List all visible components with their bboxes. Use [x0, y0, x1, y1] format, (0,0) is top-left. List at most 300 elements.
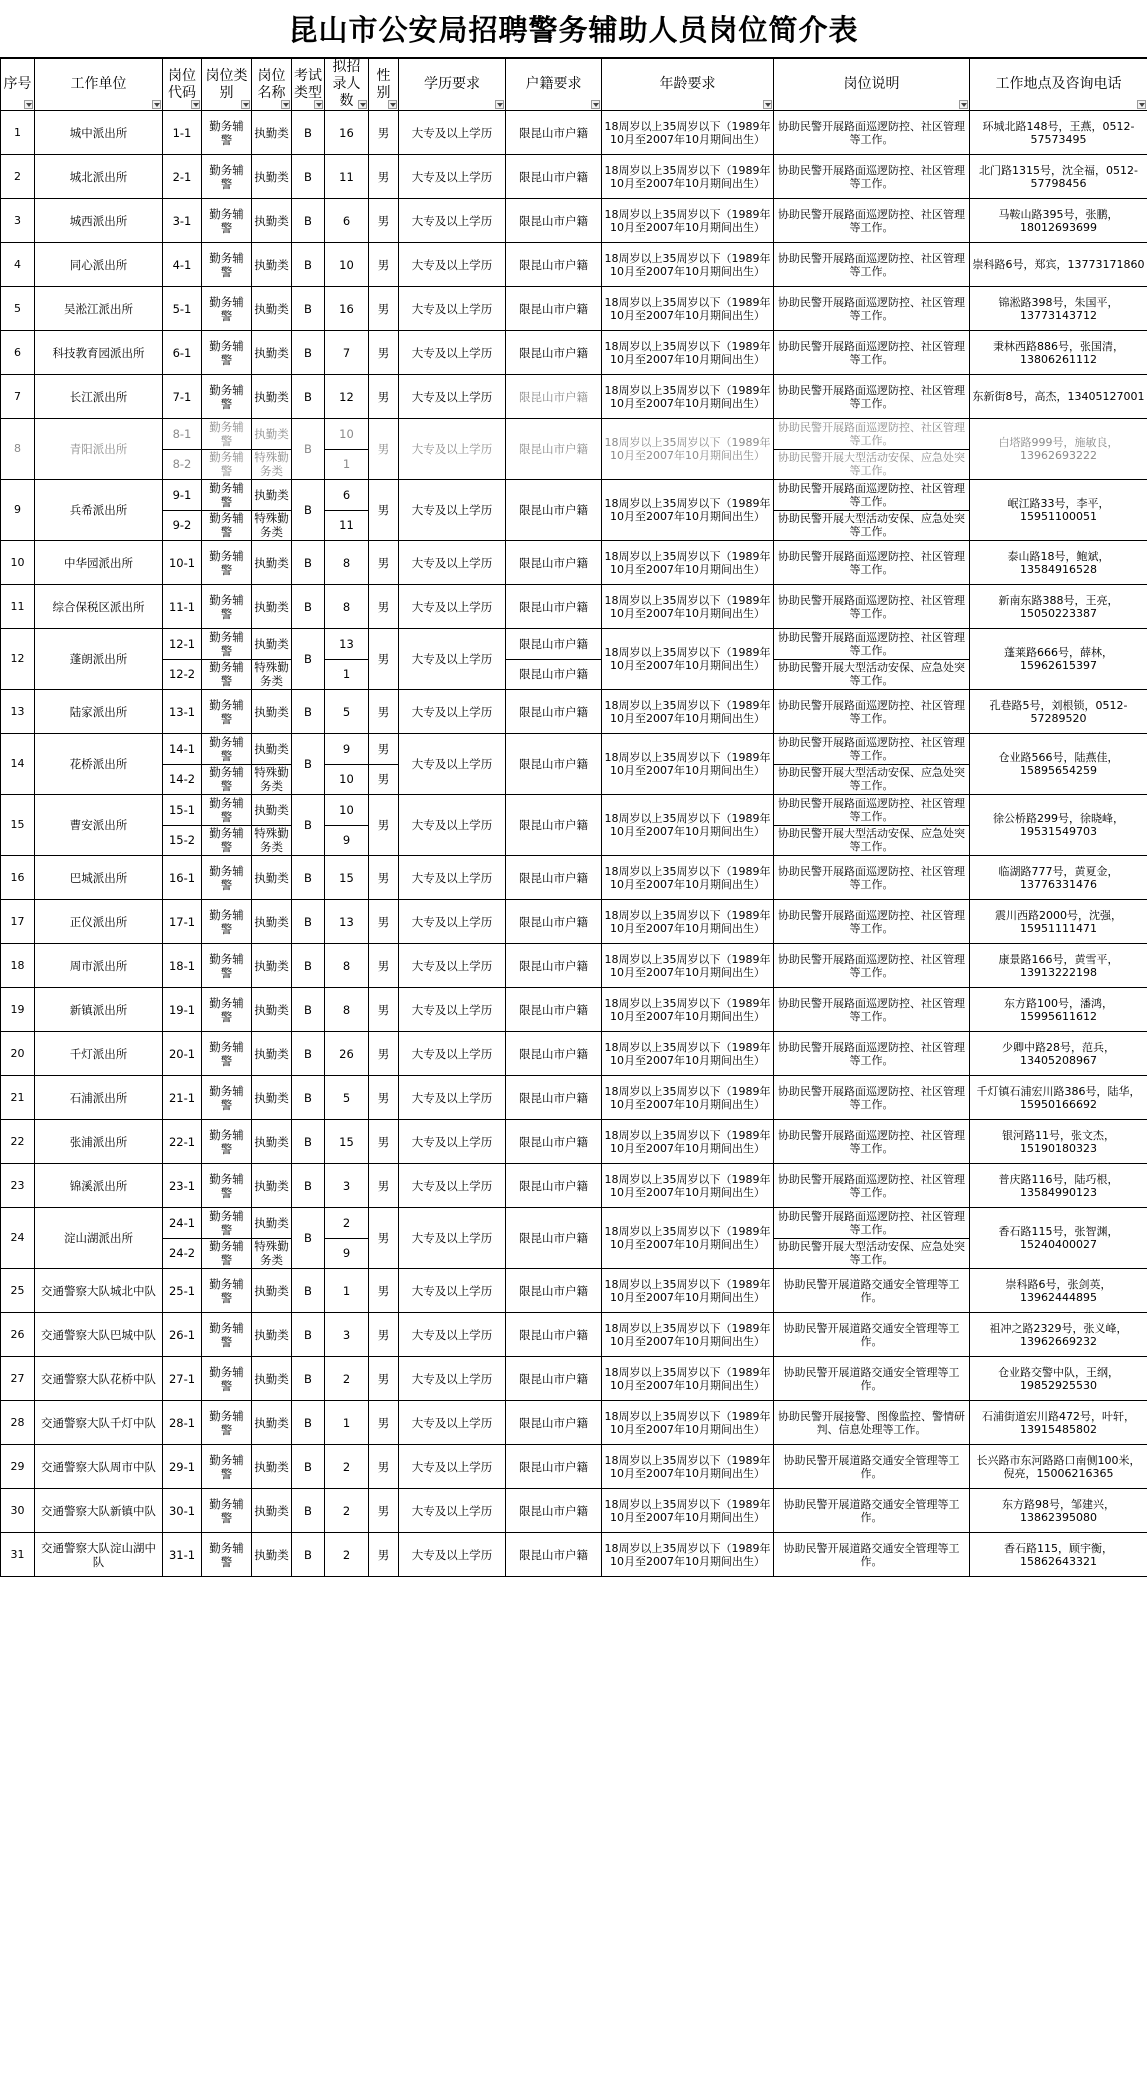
cell-count: 10: [325, 419, 369, 450]
cell-gender: 男: [369, 541, 399, 585]
cell-unit: 长江派出所: [35, 375, 163, 419]
cell-post-name: 执勤类: [252, 199, 292, 243]
cell-code: 13-1: [163, 690, 202, 734]
table-body: [1, 111, 1147, 1577]
cell-education: 大专及以上学历: [399, 900, 506, 944]
cell-exam-type: B: [292, 1445, 325, 1489]
header-col-age: [602, 59, 774, 111]
cell-description: 协助民警开展路面巡逻防控、社区管理等工作。: [774, 541, 970, 585]
table-row: [1, 795, 1147, 826]
cell-contact: 崇科路6号，郑宾，13773171860: [970, 243, 1147, 287]
cell-description: 协助民警开展路面巡逻防控、社区管理等工作。: [774, 1120, 970, 1164]
cell-code: 4-1: [163, 243, 202, 287]
cell-huji: 限昆山市户籍: [506, 199, 602, 243]
cell-no: 24: [1, 1208, 35, 1269]
cell-no: 31: [1, 1533, 35, 1577]
cell-code: 31-1: [163, 1533, 202, 1577]
cell-huji: 限昆山市户籍: [506, 734, 602, 795]
cell-exam-type: B: [292, 1357, 325, 1401]
cell-unit: 蓬朗派出所: [35, 629, 163, 690]
cell-age: 18周岁以上35周岁以下（1989年10月至2007年10月期间出生）: [602, 111, 774, 155]
cell-huji: 限昆山市户籍: [506, 155, 602, 199]
cell-no: 26: [1, 1313, 35, 1357]
cell-exam-type: B: [292, 287, 325, 331]
cell-contact: 香石路115号，张智渊，15240400027: [970, 1208, 1147, 1269]
table-row: [1, 375, 1147, 419]
cell-post-name: 特殊勤务类: [252, 449, 292, 480]
cell-category: 勤务辅警: [202, 988, 252, 1032]
cell-count: 9: [325, 825, 369, 856]
table-row: [1, 1032, 1147, 1076]
cell-category: 勤务辅警: [202, 944, 252, 988]
cell-unit: 淀山湖派出所: [35, 1208, 163, 1269]
cell-no: 27: [1, 1357, 35, 1401]
cell-category: 勤务辅警: [202, 111, 252, 155]
cell-gender: 男: [369, 585, 399, 629]
filter-dropdown-icon[interactable]: [763, 100, 772, 109]
cell-description: 协助民警开展道路交通安全管理等工作。: [774, 1313, 970, 1357]
cell-no: 9: [1, 480, 35, 541]
cell-count: 1: [325, 1401, 369, 1445]
cell-contact: 震川西路2000号，沈强，15951111471: [970, 900, 1147, 944]
cell-post-name: 执勤类: [252, 111, 292, 155]
cell-education: 大专及以上学历: [399, 629, 506, 690]
cell-category: 勤务辅警: [202, 825, 252, 856]
cell-count: 5: [325, 690, 369, 734]
cell-category: 勤务辅警: [202, 155, 252, 199]
cell-no: 7: [1, 375, 35, 419]
cell-contact: 锦淞路398号，朱国平，13773143712: [970, 287, 1147, 331]
filter-dropdown-icon[interactable]: [314, 100, 323, 109]
cell-code: 29-1: [163, 1445, 202, 1489]
cell-contact: 北门路1315号，沈全福，0512-57798456: [970, 155, 1147, 199]
filter-dropdown-icon[interactable]: [959, 100, 968, 109]
cell-huji: 限昆山市户籍: [506, 659, 602, 690]
cell-gender: 男: [369, 629, 399, 690]
cell-description: 协助民警开展路面巡逻防控、社区管理等工作。: [774, 375, 970, 419]
cell-no: 23: [1, 1164, 35, 1208]
header-col-count: [325, 59, 369, 111]
cell-post-name: 执勤类: [252, 1489, 292, 1533]
cell-code: 24-2: [163, 1238, 202, 1269]
cell-exam-type: B: [292, 419, 325, 480]
table-row: [1, 199, 1147, 243]
cell-unit: 综合保税区派出所: [35, 585, 163, 629]
cell-category: 勤务辅警: [202, 243, 252, 287]
filter-dropdown-icon[interactable]: [591, 100, 600, 109]
cell-huji: 限昆山市户籍: [506, 795, 602, 856]
cell-contact: 东新街8号，高杰，13405127001: [970, 375, 1147, 419]
cell-gender: 男: [369, 243, 399, 287]
header-label: 工作单位: [70, 76, 127, 92]
cell-category: 勤务辅警: [202, 480, 252, 511]
cell-exam-type: B: [292, 629, 325, 690]
cell-no: 29: [1, 1445, 35, 1489]
cell-education: 大专及以上学历: [399, 795, 506, 856]
cell-post-name: 特殊勤务类: [252, 825, 292, 856]
cell-huji: 限昆山市户籍: [506, 243, 602, 287]
cell-age: 18周岁以上35周岁以下（1989年10月至2007年10月期间出生）: [602, 1445, 774, 1489]
cell-code: 9-1: [163, 480, 202, 511]
cell-gender: 男: [369, 944, 399, 988]
header-col-code: [163, 59, 202, 111]
cell-age: 18周岁以上35周岁以下（1989年10月至2007年10月期间出生）: [602, 287, 774, 331]
cell-description: 协助民警开展大型活动安保、应急处突等工作。: [774, 825, 970, 856]
cell-description: 协助民警开展路面巡逻防控、社区管理等工作。: [774, 988, 970, 1032]
cell-education: 大专及以上学历: [399, 1032, 506, 1076]
cell-contact: 孔巷路5号，刘根锁，0512-57289520: [970, 690, 1147, 734]
cell-description: 协助民警开展路面巡逻防控、社区管理等工作。: [774, 690, 970, 734]
cell-gender: 男: [369, 1533, 399, 1577]
cell-category: 勤务辅警: [202, 1533, 252, 1577]
table-row: [1, 1120, 1147, 1164]
cell-education: 大专及以上学历: [399, 1489, 506, 1533]
cell-post-name: 执勤类: [252, 1120, 292, 1164]
table-row: [1, 734, 1147, 765]
cell-code: 7-1: [163, 375, 202, 419]
cell-exam-type: B: [292, 1076, 325, 1120]
cell-gender: 男: [369, 1489, 399, 1533]
cell-no: 11: [1, 585, 35, 629]
header-label: 拟招录人数: [332, 59, 361, 109]
cell-age: 18周岁以上35周岁以下（1989年10月至2007年10月期间出生）: [602, 988, 774, 1032]
cell-unit: 吴淞江派出所: [35, 287, 163, 331]
cell-exam-type: B: [292, 331, 325, 375]
cell-post-name: 执勤类: [252, 541, 292, 585]
filter-dropdown-icon[interactable]: [241, 100, 250, 109]
cell-no: 12: [1, 629, 35, 690]
cell-contact: 白塔路999号，施敏良，13962693222: [970, 419, 1147, 480]
cell-description: 协助民警开展道路交通安全管理等工作。: [774, 1445, 970, 1489]
table-row: [1, 287, 1147, 331]
table-row: [1, 155, 1147, 199]
cell-no: 17: [1, 900, 35, 944]
cell-exam-type: B: [292, 480, 325, 541]
cell-unit: 同心派出所: [35, 243, 163, 287]
cell-exam-type: B: [292, 734, 325, 795]
header-label: 年龄要求: [659, 76, 716, 92]
cell-unit: 周市派出所: [35, 944, 163, 988]
cell-gender: 男: [369, 287, 399, 331]
table-row: [1, 900, 1147, 944]
header-label: 岗位说明: [843, 76, 900, 92]
cell-huji: 限昆山市户籍: [506, 988, 602, 1032]
cell-post-name: 特殊勤务类: [252, 1238, 292, 1269]
cell-code: 28-1: [163, 1401, 202, 1445]
cell-gender: 男: [369, 1313, 399, 1357]
cell-count: 11: [325, 155, 369, 199]
cell-post-name: 执勤类: [252, 585, 292, 629]
cell-count: 15: [325, 1120, 369, 1164]
cell-huji: 限昆山市户籍: [506, 1489, 602, 1533]
cell-count: 6: [325, 199, 369, 243]
header-col-post-name: [252, 59, 292, 111]
cell-age: 18周岁以上35周岁以下（1989年10月至2007年10月期间出生）: [602, 856, 774, 900]
cell-gender: 男: [369, 1208, 399, 1269]
table-row: [1, 1489, 1147, 1533]
cell-post-name: 特殊勤务类: [252, 659, 292, 690]
table-row: [1, 331, 1147, 375]
cell-description: 协助民警开展路面巡逻防控、社区管理等工作。: [774, 419, 970, 450]
filter-dropdown-icon[interactable]: [1137, 100, 1146, 109]
cell-exam-type: B: [292, 1164, 325, 1208]
cell-description: 协助民警开展道路交通安全管理等工作。: [774, 1269, 970, 1313]
header-col-huji: [506, 59, 602, 111]
header-label: 学历要求: [424, 76, 480, 92]
cell-count: 8: [325, 944, 369, 988]
cell-description: 协助民警开展路面巡逻防控、社区管理等工作。: [774, 1164, 970, 1208]
cell-huji: 限昆山市户籍: [506, 1313, 602, 1357]
cell-age: 18周岁以上35周岁以下（1989年10月至2007年10月期间出生）: [602, 243, 774, 287]
cell-count: 2: [325, 1445, 369, 1489]
cell-description: 协助民警开展路面巡逻防控、社区管理等工作。: [774, 1076, 970, 1120]
table-row: [1, 585, 1147, 629]
header-row: [1, 59, 1147, 111]
cell-unit: 交通警察大队巴城中队: [35, 1313, 163, 1357]
cell-category: 勤务辅警: [202, 1238, 252, 1269]
cell-description: 协助民警开展大型活动安保、应急处突等工作。: [774, 764, 970, 795]
cell-gender: 男: [369, 1032, 399, 1076]
cell-category: 勤务辅警: [202, 199, 252, 243]
cell-post-name: 执勤类: [252, 1208, 292, 1239]
cell-category: 勤务辅警: [202, 795, 252, 826]
cell-education: 大专及以上学历: [399, 1208, 506, 1269]
cell-education: 大专及以上学历: [399, 1401, 506, 1445]
cell-unit: 兵希派出所: [35, 480, 163, 541]
cell-no: 28: [1, 1401, 35, 1445]
cell-no: 5: [1, 287, 35, 331]
cell-description: 协助民警开展路面巡逻防控、社区管理等工作。: [774, 199, 970, 243]
cell-count: 2: [325, 1489, 369, 1533]
cell-description: 协助民警开展道路交通安全管理等工作。: [774, 1533, 970, 1577]
cell-unit: 中华园派出所: [35, 541, 163, 585]
cell-post-name: 执勤类: [252, 795, 292, 826]
cell-education: 大专及以上学历: [399, 988, 506, 1032]
header-col-unit: [35, 59, 163, 111]
cell-contact: 仓业路566号，陆燕佳，15895654259: [970, 734, 1147, 795]
cell-gender: 男: [369, 1445, 399, 1489]
cell-education: 大专及以上学历: [399, 1357, 506, 1401]
cell-category: 勤务辅警: [202, 1032, 252, 1076]
cell-description: 协助民警开展路面巡逻防控、社区管理等工作。: [774, 1208, 970, 1239]
filter-dropdown-icon[interactable]: [358, 100, 367, 109]
cell-age: 18周岁以上35周岁以下（1989年10月至2007年10月期间出生）: [602, 331, 774, 375]
cell-count: 6: [325, 480, 369, 511]
cell-count: 2: [325, 1357, 369, 1401]
cell-age: 18周岁以上35周岁以下（1989年10月至2007年10月期间出生）: [602, 1533, 774, 1577]
cell-exam-type: B: [292, 944, 325, 988]
cell-count: 15: [325, 856, 369, 900]
cell-exam-type: B: [292, 856, 325, 900]
cell-age: 18周岁以上35周岁以下（1989年10月至2007年10月期间出生）: [602, 795, 774, 856]
cell-no: 19: [1, 988, 35, 1032]
cell-education: 大专及以上学历: [399, 734, 506, 795]
cell-exam-type: B: [292, 1208, 325, 1269]
cell-gender: 男: [369, 331, 399, 375]
cell-huji: 限昆山市户籍: [506, 690, 602, 734]
cell-no: 3: [1, 199, 35, 243]
header-label: 岗位类别: [205, 67, 248, 101]
cell-post-name: 执勤类: [252, 1357, 292, 1401]
cell-count: 26: [325, 1032, 369, 1076]
cell-contact: 马鞍山路395号，张鹏，18012693699: [970, 199, 1147, 243]
cell-post-name: 执勤类: [252, 1032, 292, 1076]
cell-age: 18周岁以上35周岁以下（1989年10月至2007年10月期间出生）: [602, 944, 774, 988]
table-row: [1, 480, 1147, 511]
cell-description: 协助民警开展大型活动安保、应急处突等工作。: [774, 1238, 970, 1269]
cell-code: 14-1: [163, 734, 202, 765]
cell-category: 勤务辅警: [202, 585, 252, 629]
cell-post-name: 执勤类: [252, 734, 292, 765]
cell-education: 大专及以上学历: [399, 111, 506, 155]
filter-dropdown-icon[interactable]: [281, 100, 290, 109]
cell-contact: 崇科路6号，张剑英，13962444895: [970, 1269, 1147, 1313]
cell-count: 5: [325, 1076, 369, 1120]
cell-education: 大专及以上学历: [399, 541, 506, 585]
cell-count: 8: [325, 585, 369, 629]
cell-age: 18周岁以上35周岁以下（1989年10月至2007年10月期间出生）: [602, 1489, 774, 1533]
cell-age: 18周岁以上35周岁以下（1989年10月至2007年10月期间出生）: [602, 1401, 774, 1445]
cell-unit: 交通警察大队周市中队: [35, 1445, 163, 1489]
cell-post-name: 执勤类: [252, 629, 292, 660]
cell-education: 大专及以上学历: [399, 1164, 506, 1208]
cell-post-name: 执勤类: [252, 375, 292, 419]
cell-description: 协助民警开展大型活动安保、应急处突等工作。: [774, 659, 970, 690]
cell-age: 18周岁以上35周岁以下（1989年10月至2007年10月期间出生）: [602, 629, 774, 690]
cell-contact: 香石路115，顾宇衡，15862643321: [970, 1533, 1147, 1577]
cell-age: 18周岁以上35周岁以下（1989年10月至2007年10月期间出生）: [602, 155, 774, 199]
cell-age: 18周岁以上35周岁以下（1989年10月至2007年10月期间出生）: [602, 1120, 774, 1164]
cell-age: 18周岁以上35周岁以下（1989年10月至2007年10月期间出生）: [602, 1164, 774, 1208]
table-row: [1, 1269, 1147, 1313]
cell-description: 协助民警开展路面巡逻防控、社区管理等工作。: [774, 480, 970, 511]
cell-description: 协助民警开展路面巡逻防控、社区管理等工作。: [774, 585, 970, 629]
cell-no: 20: [1, 1032, 35, 1076]
cell-contact: 岷江路33号，李平，15951100051: [970, 480, 1147, 541]
cell-description: 协助民警开展路面巡逻防控、社区管理等工作。: [774, 287, 970, 331]
cell-age: 18周岁以上35周岁以下（1989年10月至2007年10月期间出生）: [602, 541, 774, 585]
cell-code: 12-1: [163, 629, 202, 660]
cell-description: 协助民警开展大型活动安保、应急处突等工作。: [774, 449, 970, 480]
cell-category: 勤务辅警: [202, 287, 252, 331]
cell-gender: 男: [369, 988, 399, 1032]
cell-huji: 限昆山市户籍: [506, 331, 602, 375]
cell-unit: 曹安派出所: [35, 795, 163, 856]
cell-age: 18周岁以上35周岁以下（1989年10月至2007年10月期间出生）: [602, 734, 774, 795]
cell-code: 12-2: [163, 659, 202, 690]
cell-unit: 花桥派出所: [35, 734, 163, 795]
cell-count: 7: [325, 331, 369, 375]
cell-code: 5-1: [163, 287, 202, 331]
cell-education: 大专及以上学历: [399, 1269, 506, 1313]
table-row: [1, 1076, 1147, 1120]
table-row: [1, 629, 1147, 660]
cell-unit: 巴城派出所: [35, 856, 163, 900]
cell-huji: 限昆山市户籍: [506, 1032, 602, 1076]
cell-unit: 交通警察大队淀山湖中队: [35, 1533, 163, 1577]
cell-education: 大专及以上学历: [399, 1120, 506, 1164]
cell-huji: 限昆山市户籍: [506, 1164, 602, 1208]
cell-description: 协助民警开展大型活动安保、应急处突等工作。: [774, 510, 970, 541]
table-row: [1, 988, 1147, 1032]
filter-dropdown-icon[interactable]: [495, 100, 504, 109]
cell-code: 15-1: [163, 795, 202, 826]
cell-education: 大专及以上学历: [399, 690, 506, 734]
cell-code: 26-1: [163, 1313, 202, 1357]
cell-code: 18-1: [163, 944, 202, 988]
filter-dropdown-icon[interactable]: [24, 100, 33, 109]
cell-description: 协助民警开展接警、图像监控、警情研判、信息处理等工作。: [774, 1401, 970, 1445]
cell-exam-type: B: [292, 988, 325, 1032]
cell-age: 18周岁以上35周岁以下（1989年10月至2007年10月期间出生）: [602, 1269, 774, 1313]
cell-category: 勤务辅警: [202, 764, 252, 795]
cell-unit: 陆家派出所: [35, 690, 163, 734]
cell-contact: 康景路166号，黄雪平，13913222198: [970, 944, 1147, 988]
cell-code: 24-1: [163, 1208, 202, 1239]
cell-count: 1: [325, 1269, 369, 1313]
cell-unit: 城中派出所: [35, 111, 163, 155]
table-row: [1, 1164, 1147, 1208]
cell-no: 1: [1, 111, 35, 155]
cell-age: 18周岁以上35周岁以下（1989年10月至2007年10月期间出生）: [602, 900, 774, 944]
cell-age: 18周岁以上35周岁以下（1989年10月至2007年10月期间出生）: [602, 1032, 774, 1076]
cell-age: 18周岁以上35周岁以下（1989年10月至2007年10月期间出生）: [602, 1208, 774, 1269]
filter-dropdown-icon[interactable]: [191, 100, 200, 109]
cell-category: 勤务辅警: [202, 510, 252, 541]
header-col-category: [202, 59, 252, 111]
cell-huji: 限昆山市户籍: [506, 585, 602, 629]
cell-description: 协助民警开展路面巡逻防控、社区管理等工作。: [774, 155, 970, 199]
cell-post-name: 执勤类: [252, 419, 292, 450]
cell-description: 协助民警开展路面巡逻防控、社区管理等工作。: [774, 111, 970, 155]
cell-huji: 限昆山市户籍: [506, 287, 602, 331]
cell-category: 勤务辅警: [202, 1076, 252, 1120]
cell-huji: 限昆山市户籍: [506, 1208, 602, 1269]
cell-contact: 普庆路116号，陆巧根，13584990123: [970, 1164, 1147, 1208]
cell-unit: 科技教育园派出所: [35, 331, 163, 375]
cell-contact: 东方路98号，邹建兴，13862395080: [970, 1489, 1147, 1533]
cell-gender: 男: [369, 1164, 399, 1208]
cell-huji: 限昆山市户籍: [506, 541, 602, 585]
cell-gender: 男: [369, 856, 399, 900]
cell-count: 3: [325, 1313, 369, 1357]
cell-contact: 祖冲之路2329号，张义峰，13962669232: [970, 1313, 1147, 1357]
cell-code: 16-1: [163, 856, 202, 900]
positions-table: [0, 58, 1147, 1577]
cell-post-name: 执勤类: [252, 856, 292, 900]
cell-education: 大专及以上学历: [399, 1445, 506, 1489]
filter-dropdown-icon[interactable]: [388, 100, 397, 109]
cell-gender: 男: [369, 199, 399, 243]
cell-exam-type: B: [292, 243, 325, 287]
cell-post-name: 执勤类: [252, 1533, 292, 1577]
cell-contact: 蓬莱路666号，薛林，15962615397: [970, 629, 1147, 690]
cell-post-name: 执勤类: [252, 155, 292, 199]
cell-category: 勤务辅警: [202, 690, 252, 734]
cell-huji: 限昆山市户籍: [506, 1445, 602, 1489]
cell-code: 30-1: [163, 1489, 202, 1533]
table-row: [1, 1208, 1147, 1239]
cell-age: 18周岁以上35周岁以下（1989年10月至2007年10月期间出生）: [602, 199, 774, 243]
cell-code: 27-1: [163, 1357, 202, 1401]
cell-huji: 限昆山市户籍: [506, 856, 602, 900]
cell-description: 协助民警开展路面巡逻防控、社区管理等工作。: [774, 1032, 970, 1076]
cell-count: 8: [325, 988, 369, 1032]
filter-dropdown-icon[interactable]: [152, 100, 161, 109]
cell-count: 9: [325, 734, 369, 765]
cell-description: 协助民警开展路面巡逻防控、社区管理等工作。: [774, 734, 970, 765]
cell-exam-type: B: [292, 1120, 325, 1164]
